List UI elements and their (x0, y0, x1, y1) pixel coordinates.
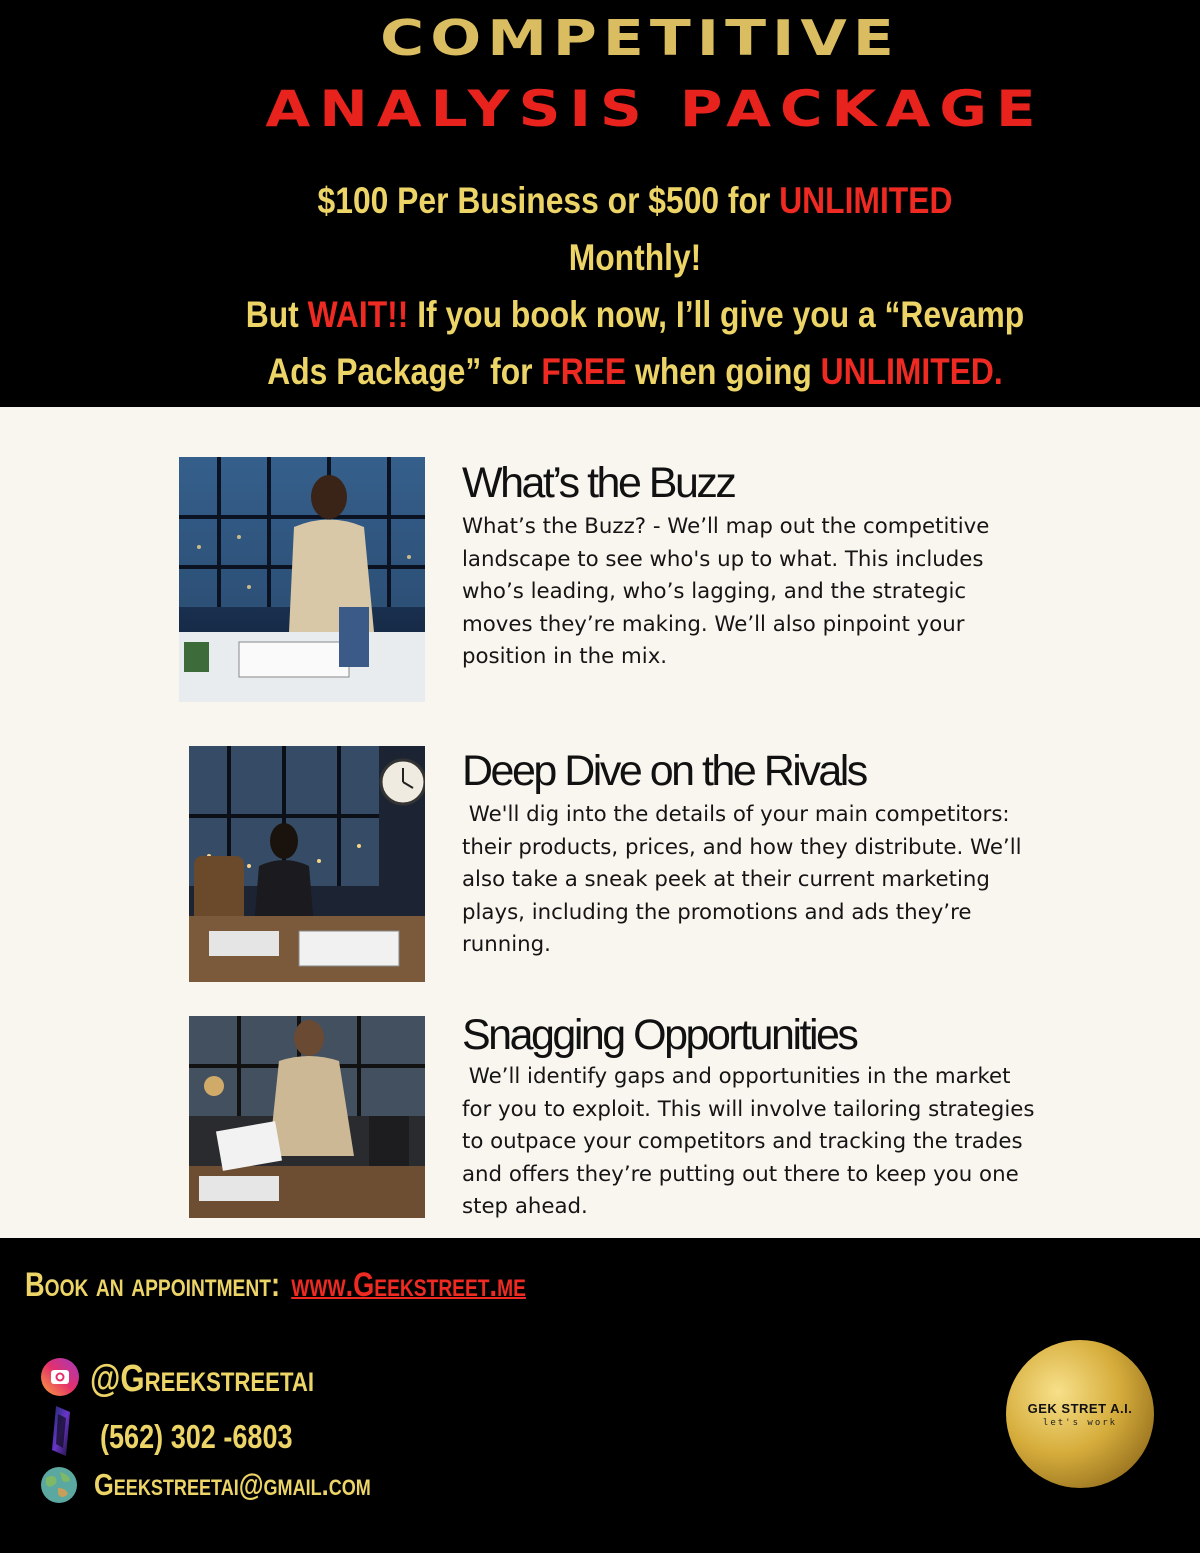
phone-icon (46, 1404, 76, 1458)
book-appointment (25, 1266, 526, 1305)
instagram-handle[interactable]: @Greekstreetai (90, 1358, 314, 1400)
promo-line-2: Monthly! (568, 237, 702, 278)
office-photo-woman-desk (189, 746, 425, 982)
badge-tagline: let's work (1042, 1417, 1118, 1428)
section-body-buzz: What’s the Buzz? - We’ll map out the competitive landscape to see who's up to what. This includes who’s leading, who’s lagging, and the strategic moves they’re making. We’ll also pinpoint your position in the mix. (462, 514, 990, 669)
promo-line-4: Ads Package” for FREE when going UNLIMITED. (267, 351, 1003, 392)
website-link[interactable]: www.Geekstreet.me (291, 1266, 526, 1304)
section-title-opportunities: Snagging Opportunities (462, 1011, 857, 1059)
title-line-2: ANALYSIS PACKAGE (265, 79, 1045, 139)
section-title-buzz: What’s the Buzz (462, 459, 735, 507)
badge-name: GEK STRET A.I. (1027, 1400, 1133, 1416)
promo-text (218, 172, 1052, 400)
header-banner (0, 0, 1200, 407)
section-body-rivals: We'll dig into the details of your main competitors: their products, prices, and how they distribute. We’ll also take a sneak peek at their current marketing plays, including the promotions and ads they’re running. (462, 802, 1022, 957)
email-address[interactable]: Geekstreetai@gmail.com (94, 1467, 371, 1502)
promo-line-1: $100 Per Business or $500 for UNLIMITED (317, 180, 953, 221)
book-label: Book an appointment: (25, 1266, 281, 1304)
title-line-1: COMPETITIVE (380, 9, 900, 68)
office-photo-man-smiling (189, 1016, 425, 1218)
services-section (0, 407, 1200, 1238)
phone-number[interactable]: (562) 302 -6803 (100, 1418, 293, 1455)
globe-icon (40, 1466, 78, 1504)
instagram-icon[interactable] (40, 1357, 80, 1397)
office-photo-man-standing (179, 457, 425, 702)
brand-logo-badge (1006, 1340, 1154, 1488)
section-body-opportunities: We’ll identify gaps and opportunities in the market for you to exploit. This will involve tailoring strategies to outpace your competitors and tracking the trades and offers they’re putting out there to keep you one step ahead. (462, 1064, 1035, 1219)
section-title-rivals: Deep Dive on the Rivals (462, 747, 866, 795)
promo-line-3: But WAIT!! If you book now, I’ll give you a “Revamp (245, 294, 1025, 335)
